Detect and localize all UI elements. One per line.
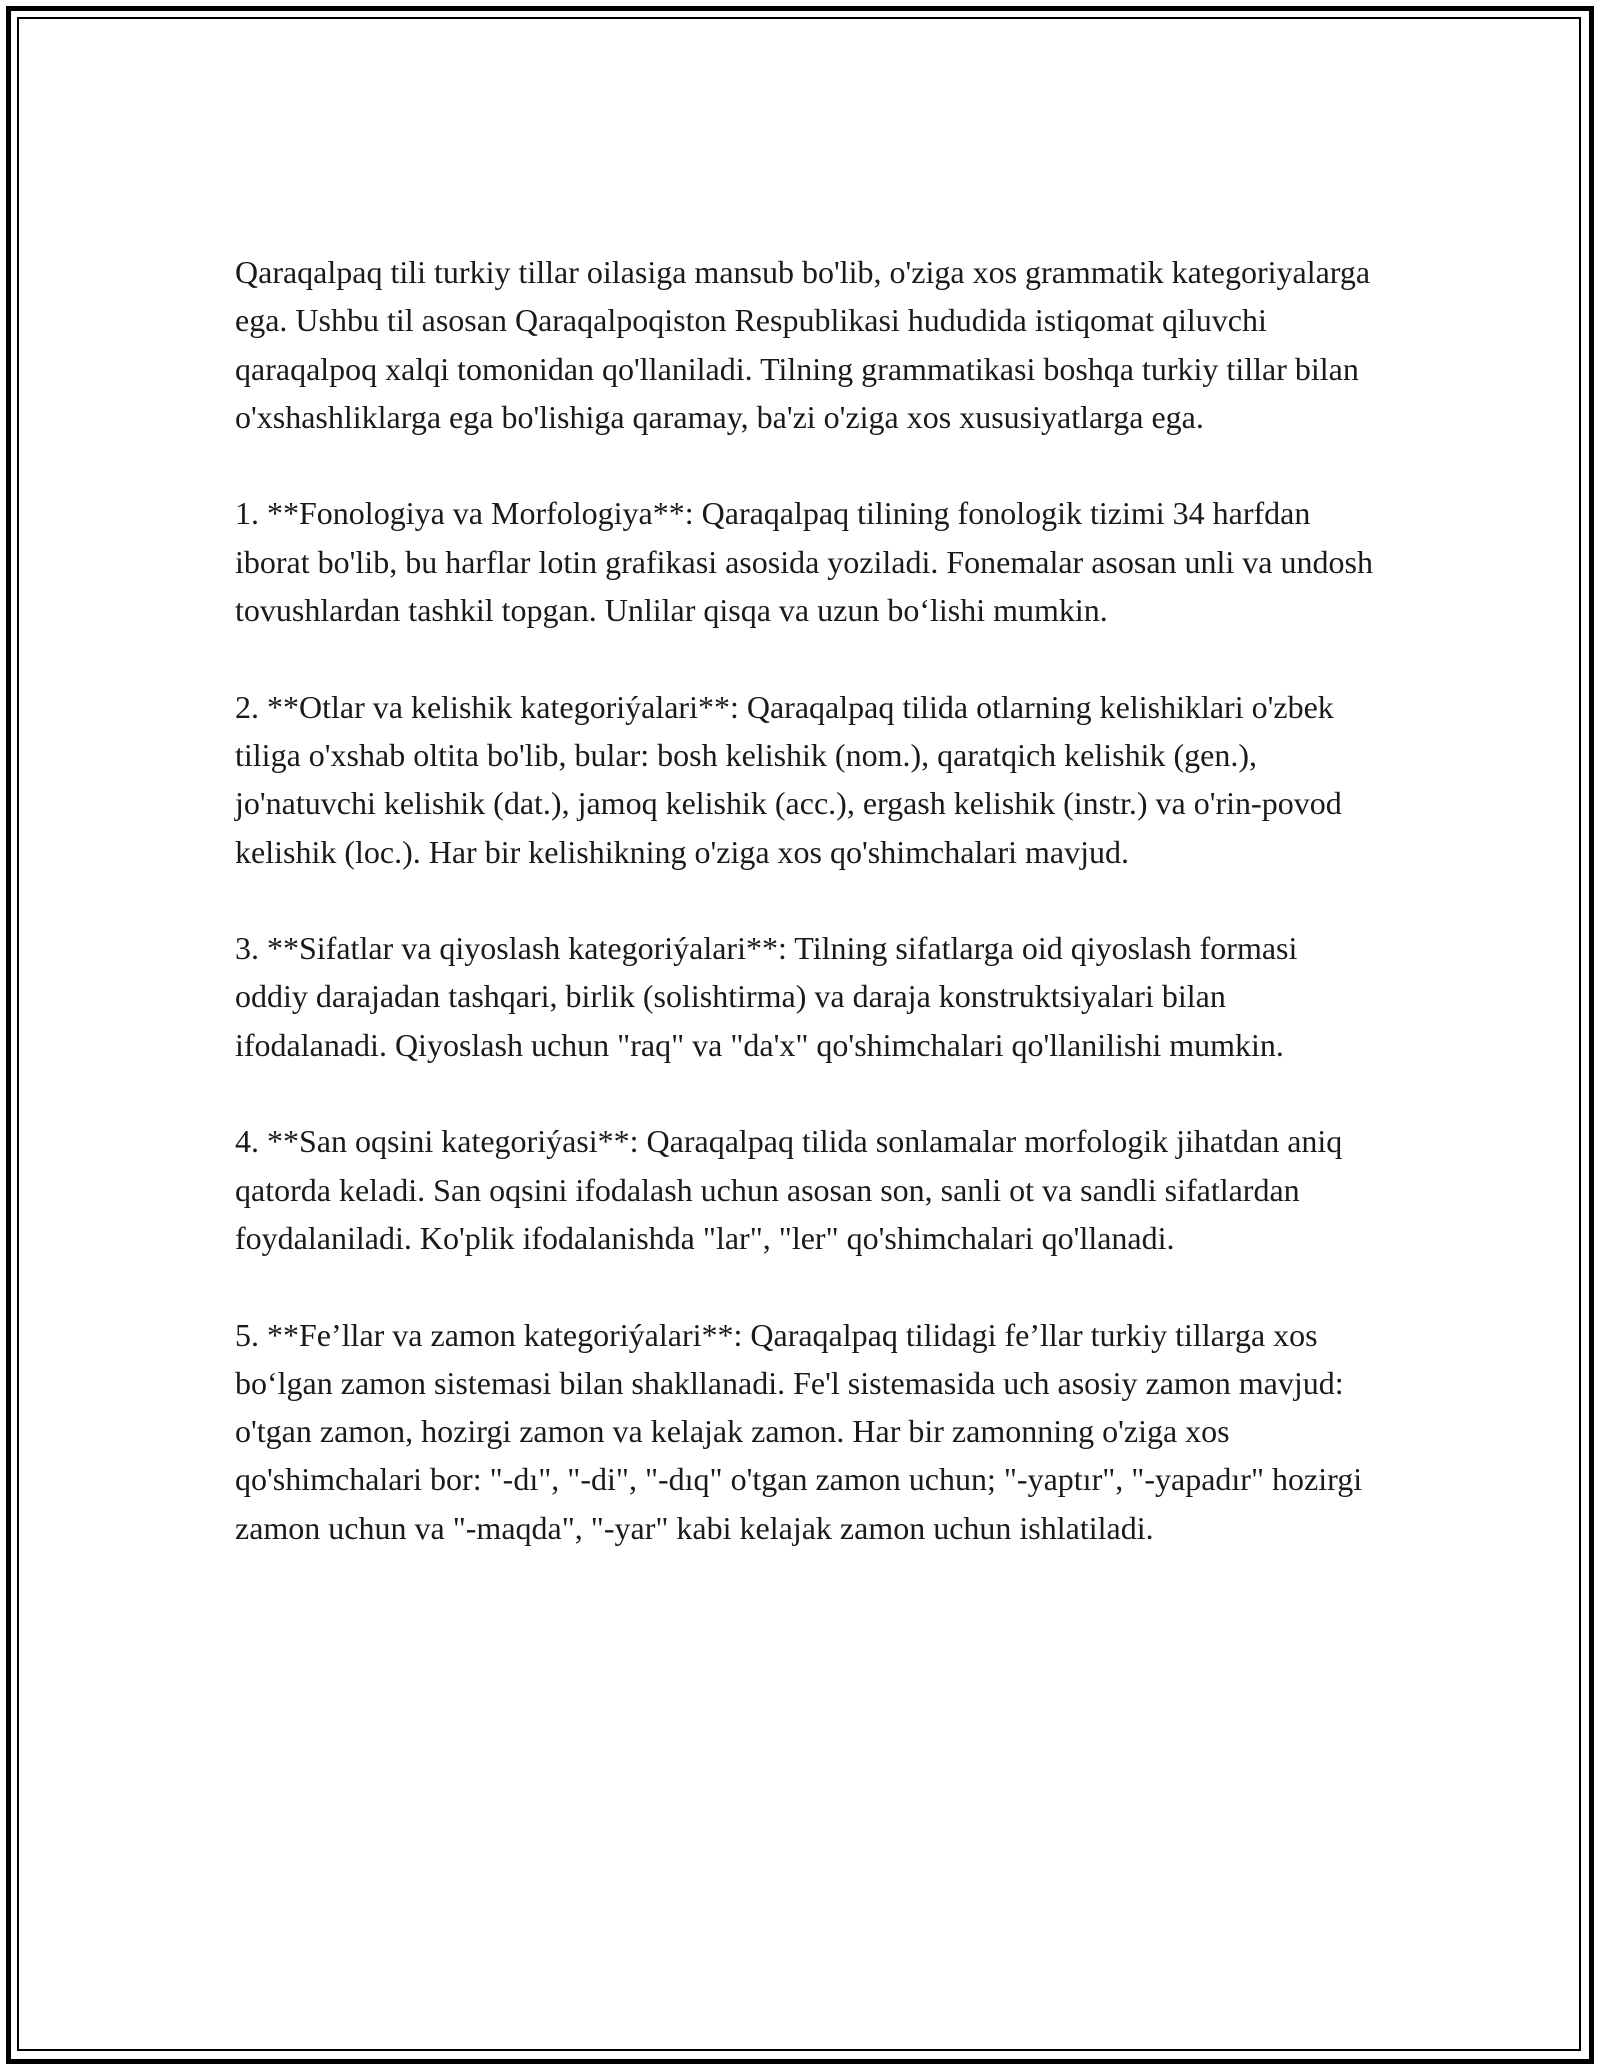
paragraph-verbs-tense: 5. **Fe’llar va zamon kategoriýalari**: Qaraqalpaq tilidagi fe’llar turkiy tillarga xos bo‘lgan zamon sistemasi bilan shakllanadi. Fe'l sistemasida uch asosiy zamon mavjud: o'tgan zamon, hozirgi zamon va kelajak zamon. Har bir zamonning o'ziga xos qo'shimchalari bor: "-dı", "-di", "-dıq" o'tgan zamon uchun; "-yaptır", "-yapadır" hozirgi zamon uchun va "-maqda", "-yar" kabi kelajak zamon uchun ishlatiladi. xyxy=(235,1316,1371,1546)
document-body xyxy=(235,248,1381,1552)
paragraph-adjectives: 3. **Sifatlar va qiyoslash kategoriýalari**: Tilning sifatlarga oid qiyoslash formasi oddiy darajadan tashqari, birlik (solishtirma) va daraja konstruktsiyalari bilan ifodalanadi. Qiyoslash uchun "raq" va "da'x" qo'shimchalari qo'llanilishi mumkin. xyxy=(235,930,1306,1063)
intro-paragraph: Qaraqalpaq tili turkiy tillar oilasiga mansub bo'lib, o'ziga xos grammatik kategoriyalarga ega. Ushbu til asosan Qaraqalpoqiston Respublikasi hududida istiqomat qiluvchi qaraqalpoq xalqi tomonidan qo'llaniladi. Tilning grammatikasi boshqa turkiy tillar bilan o'xshashliklarga ega bo'lishiga qaramay, ba'zi o'ziga xos xususiyatlarga ega. xyxy=(235,254,1379,435)
paragraph-nouns-cases: 2. **Otlar va kelishik kategoriýalari**: Qaraqalpaq tilida otlarning kelishiklari o'zbek tiliga o'xshab oltita bo'lib, bular: bosh kelishik (nom.), qaratqich kelishik (gen.), jo'natuvchi kelishik (dat.), jamoq kelishik (acc.), ergash kelishik (instr.) va o'rin-povod kelishik (loc.). Har bir kelishikning o'ziga xos qo'shimchalari mavjud. xyxy=(235,688,1350,870)
paragraph-phonology: 1. **Fonologiya va Morfologiya**: Qaraqalpaq tilining fonologik tizimi 34 harfdan iborat bo'lib, bu harflar lotin grafikasi asosida yoziladi. Fonemalar asosan unli va undosh tovushlardan tashkil topgan. Unlilar qisqa va uzun bo‘lishi mumkin. xyxy=(235,495,1381,629)
paragraph-numerals: 4. **San oqsini kategoriýasi**: Qaraqalpaq tilida sonlamalar morfologik jihatdan aniq qatorda keladi. San oqsini ifodalash uchun asosan son, sanli ot va sandli sifatlardan foydalaniladi. Ko'plik ifodalanishda "lar", "ler" qo'shimchalari qo'llanadi. xyxy=(235,1123,1351,1256)
